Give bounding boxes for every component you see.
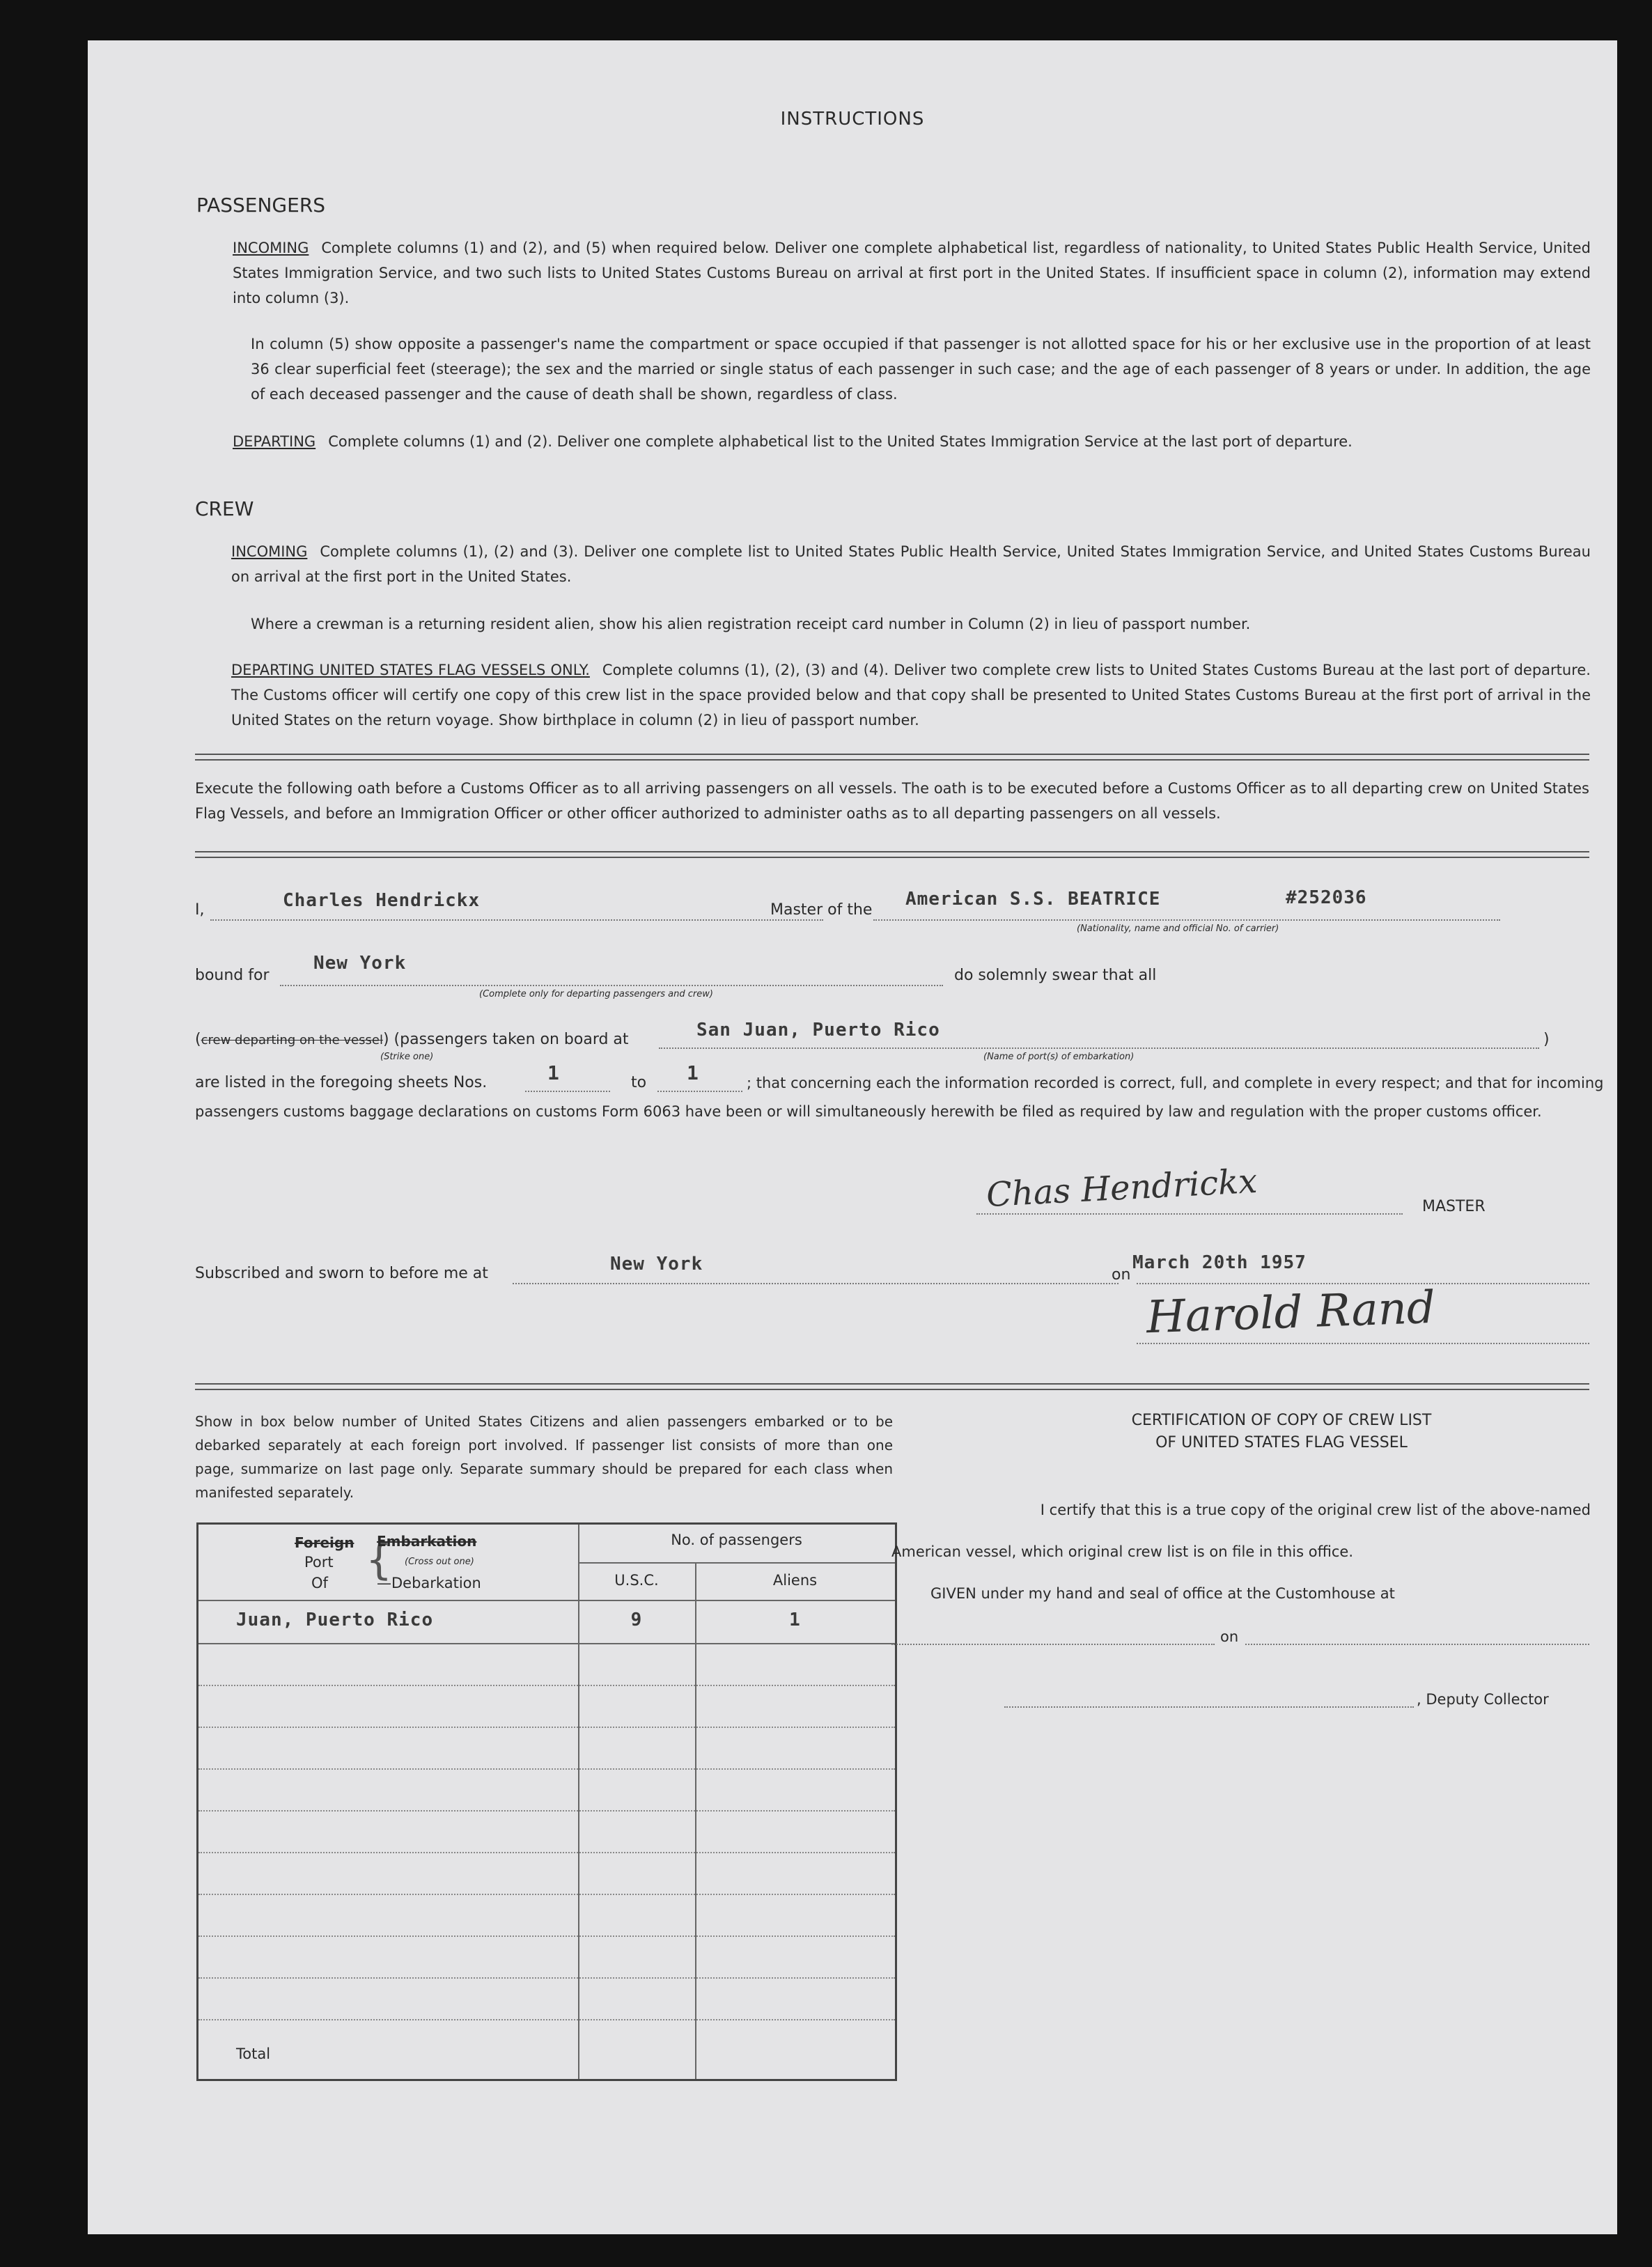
passenger-type-line: [195, 1031, 629, 1048]
col-foreign: Foreign: [295, 1534, 354, 1551]
col-debarkation: —Debarkation: [377, 1575, 481, 1591]
bound-for-label: bound for: [195, 967, 270, 984]
bound-for-value: New York: [313, 953, 407, 974]
subscribed-label: Subscribed and sworn to before me at: [195, 1265, 488, 1282]
summary-instructions: Show in box below number of United States Citizens and alien passengers embarked or to be debarked separately at each foreign port involved. If passenger list consists of more than one page, summarize on last page only. Separate summary should be prepared for each class when manifested separately.: [195, 1413, 893, 1501]
certification-title-line2: OF UNITED STATES FLAG VESSEL: [1155, 1434, 1408, 1451]
passengers-incoming-section: [233, 235, 1591, 311]
crew-incoming-text: Complete columns (1), (2) and (3). Deliver one complete list to United States Public Health Service, United States Immigration Service, and United States Customs Bureau on arrival at the first port in the United States.: [231, 543, 1591, 585]
statement-rest: ; that concerning each the information recorded is correct, full, and complete in every respect; and that for incoming: [747, 1075, 1604, 1091]
crew-heading: CREW: [195, 497, 254, 520]
deputy-signature-line: [1004, 1706, 1414, 1708]
oath-instructions: Execute the following oath before a Customs Officer as to all arriving passengers on all vessels. The oath is to be executed before a Customs Officer as to all departing crew on United States Flag Vessels, and before an Immigration Officer or other officer authorized to administer oaths as to all departing passengers on all vessels.: [195, 780, 1589, 822]
col-of: Of: [311, 1575, 328, 1591]
passengers-label: (passengers taken on board at: [393, 1031, 629, 1048]
brace: {: [366, 1536, 393, 1584]
crew-incoming-label: INCOMING: [231, 543, 308, 560]
divider: [195, 754, 1589, 761]
sworn-place-line: [513, 1283, 1119, 1284]
crew-resident-text: Where a crewman is a returning resident alien, show his alien registration receipt card number in Column (2) in lieu of passport number.: [251, 616, 1251, 632]
passengers-incoming-text: Complete columns (1) and (2), and (5) when required below. Deliver one complete alphabetical list, regardless of nationality, to United States Public Health Service, United States Immigration Service, and two such lists to United States Customs Bureau on arrival at first port in the United States. If insufficient space in column (2), information may extend into column (3).: [233, 240, 1591, 306]
on-label: on: [1112, 1266, 1131, 1284]
certification-line1: I certify that this is a true copy of the original crew list of the above-named: [1040, 1502, 1591, 1518]
deputy-label: , Deputy Collector: [1417, 1691, 1549, 1708]
page-title: INSTRUCTIONS: [780, 109, 925, 130]
master-name: Charles Hendrickx: [283, 890, 481, 911]
officer-signature-line: [1137, 1343, 1589, 1344]
certification-line2: American vessel, which original crew list is on file in this office.: [891, 1543, 1354, 1560]
embarkation-port: San Juan, Puerto Rico: [696, 1020, 940, 1041]
sheet-from-line: [525, 1091, 610, 1092]
crew-departing-label: DEPARTING UNITED STATES FLAG VESSELS ONLY.: [231, 662, 590, 678]
certification-date-line: [1245, 1644, 1589, 1645]
cell-usc: 9: [630, 1610, 643, 1630]
cell-port: Juan, Puerto Rico: [236, 1610, 434, 1630]
statement-continuation: passengers customs baggage declarations on customs Form 6063 have been or will simultaneously herewith be filed as required by law and regulation with the proper customs officer.: [195, 1103, 1542, 1120]
port-caption: (Name of port(s) of embarkation): [983, 1052, 1135, 1062]
port-line: [659, 1047, 1539, 1049]
crew-departing-text: Complete columns (1), (2), (3) and (4). Deliver two complete crew lists to United States Customs Bureau at the last port of departure. The Customs officer will certify one copy of this crew list in the space provided below and that copy shall be presented to United States Customs Bureau at the first port of arrival in the United States on the return voyage. Show birthplace in column (2) in lieu of passport number.: [231, 662, 1591, 729]
sheet-from: 1: [547, 1061, 560, 1084]
struck-option: crew departing on the vessel: [201, 1033, 383, 1047]
certification-title-line1: CERTIFICATION OF COPY OF CREW LIST: [1131, 1412, 1432, 1429]
cell-aliens: 1: [789, 1610, 801, 1630]
master-signature: Chas Hendrickx: [985, 1161, 1259, 1215]
sheet-to: 1: [687, 1061, 699, 1084]
divider: [195, 851, 1589, 858]
passengers-departing-section: [233, 429, 1591, 454]
name-line: [210, 919, 823, 921]
col-aliens: Aliens: [772, 1572, 818, 1589]
passengers-heading: PASSENGERS: [196, 194, 326, 217]
col-passengers: No. of passengers: [671, 1532, 802, 1548]
certification-on-label: on: [1220, 1628, 1239, 1645]
header-divider: [578, 1562, 895, 1564]
certification-place-line: [891, 1644, 1215, 1645]
crew-departing-section: [231, 657, 1591, 733]
col-usc: U.S.C.: [614, 1572, 659, 1589]
vessel-number: #252036: [1286, 887, 1367, 908]
certification-line3: GIVEN under my hand and seal of office at the Customhouse at: [930, 1585, 1395, 1602]
table-row: [198, 1727, 895, 1768]
table-row: [198, 1685, 895, 1727]
table-row: [198, 1977, 895, 2019]
col-cross: (Cross out one): [405, 1557, 474, 1567]
to-label: to: [631, 1074, 647, 1091]
strike-caption: (Strike one): [380, 1052, 434, 1062]
i-label: I,: [195, 901, 205, 919]
table-row: [198, 1810, 895, 1852]
passengers-departing-label: DEPARTING: [233, 433, 316, 450]
bound-for-line: [280, 985, 943, 986]
listed-label: are listed in the foregoing sheets Nos.: [195, 1074, 488, 1091]
table-row: [198, 1852, 895, 1894]
summary-table: [196, 1522, 897, 2081]
col-embarkation: Embarkation: [377, 1533, 477, 1550]
sworn-date: March 20th 1957: [1132, 1252, 1307, 1273]
table-row: [198, 2019, 895, 2061]
master-signature-line: [976, 1213, 1403, 1215]
table-row: [198, 1894, 895, 1935]
table-row: [198, 1768, 895, 1810]
swear-label: do solemnly swear that all: [954, 967, 1157, 984]
crew-incoming-section: [231, 539, 1591, 589]
vessel-line: [873, 919, 1500, 921]
table-row: [198, 1643, 895, 1685]
master-label: MASTER: [1422, 1198, 1486, 1215]
table-row: [198, 1601, 895, 1643]
master-of-label: Master of the: [770, 901, 873, 919]
officer-signature: Harold Rand: [1145, 1281, 1437, 1344]
total-label: Total: [236, 2046, 271, 2062]
end-paren: ): [1543, 1031, 1550, 1048]
sworn-place: New York: [610, 1254, 703, 1275]
vessel-caption: (Nationality, name and official No. of carrier): [1077, 924, 1279, 934]
column5-text: In column (5) show opposite a passenger's name the compartment or space occupied if that passenger is not allotted space for his or her exclusive use in the proportion of at least 36 clear superficial feet (steerage); the sex and the married or single status of each passenger in such case; and the age of each passenger of 8 years or under. In addition, the age of each deceased passenger and the cause of death shall be shown, regardless of class.: [251, 336, 1591, 403]
bound-caption: (Complete only for departing passengers and crew): [479, 989, 713, 999]
divider: [195, 1383, 1589, 1390]
sheet-to-line: [657, 1091, 742, 1092]
document-page: [88, 40, 1617, 2234]
close-paren: ): [382, 1031, 389, 1048]
table-row: [198, 1935, 895, 1977]
vessel-name: American S.S. BEATRICE: [905, 889, 1161, 910]
passengers-departing-text: Complete columns (1) and (2). Deliver one complete alphabetical list to the United States Immigration Service at the last port of departure.: [328, 433, 1353, 450]
certification-title: [968, 1410, 1595, 1454]
open-paren: (: [195, 1031, 201, 1048]
passengers-incoming-label: INCOMING: [233, 240, 309, 256]
col-port: Port: [304, 1554, 334, 1571]
